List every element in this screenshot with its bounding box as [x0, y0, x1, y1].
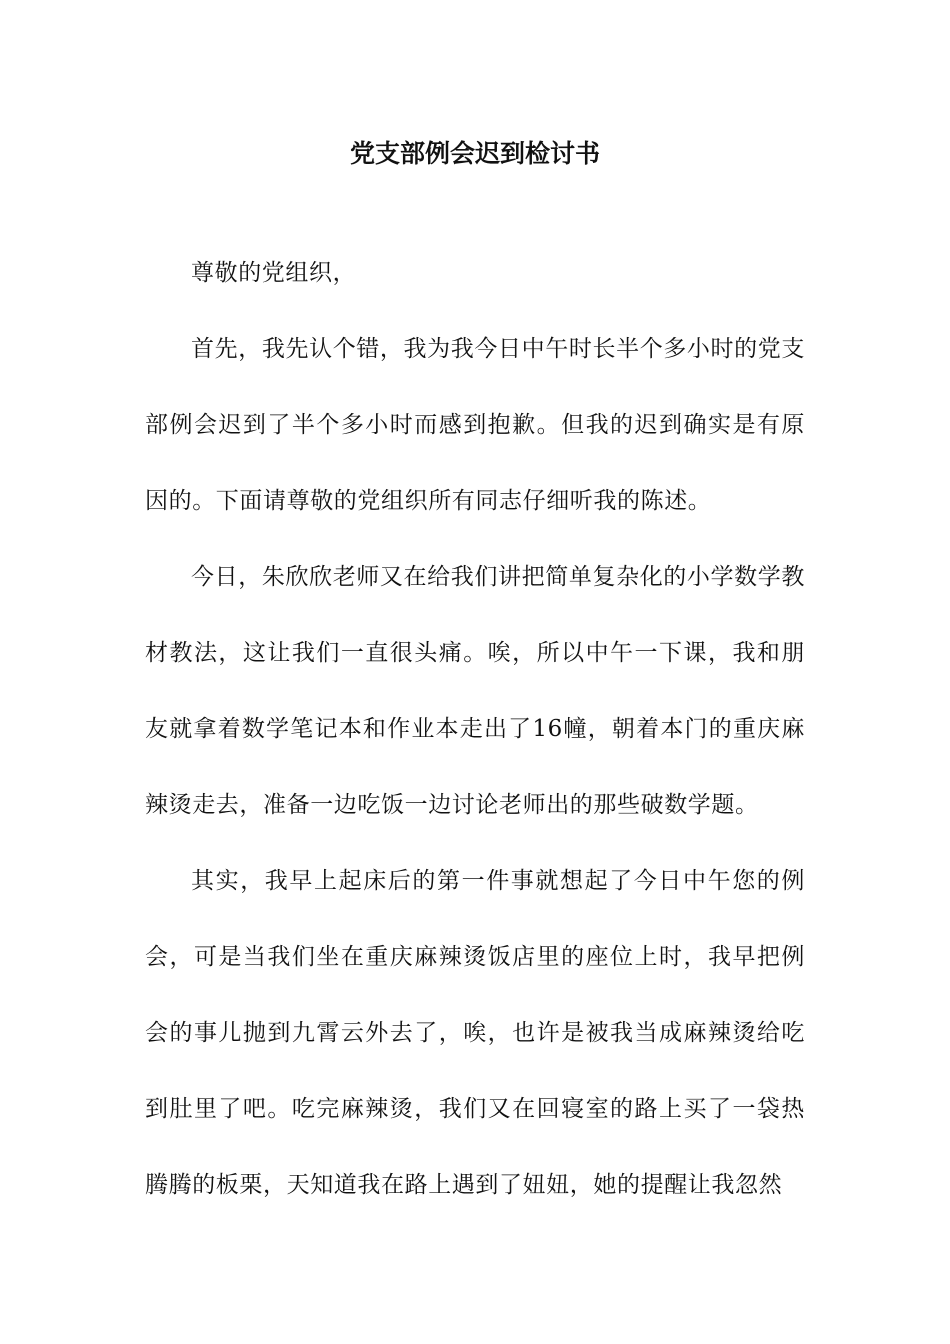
paragraph-2: 今日，朱欣欣老师又在给我们讲把简单复杂化的小学数学教材教法，这让我们一直很头痛。唉，所以中午一下课，我和朋友就拿着数学笔记本和作业本走出了16幢，朝着本门的重庆麻辣烫走去，准备一边吃饭一边讨论老师出的那些破数学题。	[145, 564, 805, 818]
document-body	[145, 235, 805, 1223]
document-title: 党支部例会迟到检讨书	[349, 139, 600, 168]
paragraph-3: 其实，我早上起床后的第一件事就想起了今日中午您的例会，可是当我们坐在重庆麻辣烫饭店里的座位上时，我早把例会的事儿抛到九霄云外去了，唉，也许是被我当成麻辣烫给吃到肚里了吧。吃完麻辣烫，我们又在回寝室的路上买了一袋热腾腾的板栗，天知道我在路上遇到了妞妞，她的提醒让我忽然	[145, 868, 805, 1198]
paragraph-1: 首先，我先认个错，我为我今日中午时长半个多小时的党支部例会迟到了半个多小时而感到抱歉。但我的迟到确实是有原因的。下面请尊敬的党组织所有同志仔细听我的陈述。	[145, 336, 805, 514]
salutation: 尊敬的党组织，	[191, 260, 357, 286]
